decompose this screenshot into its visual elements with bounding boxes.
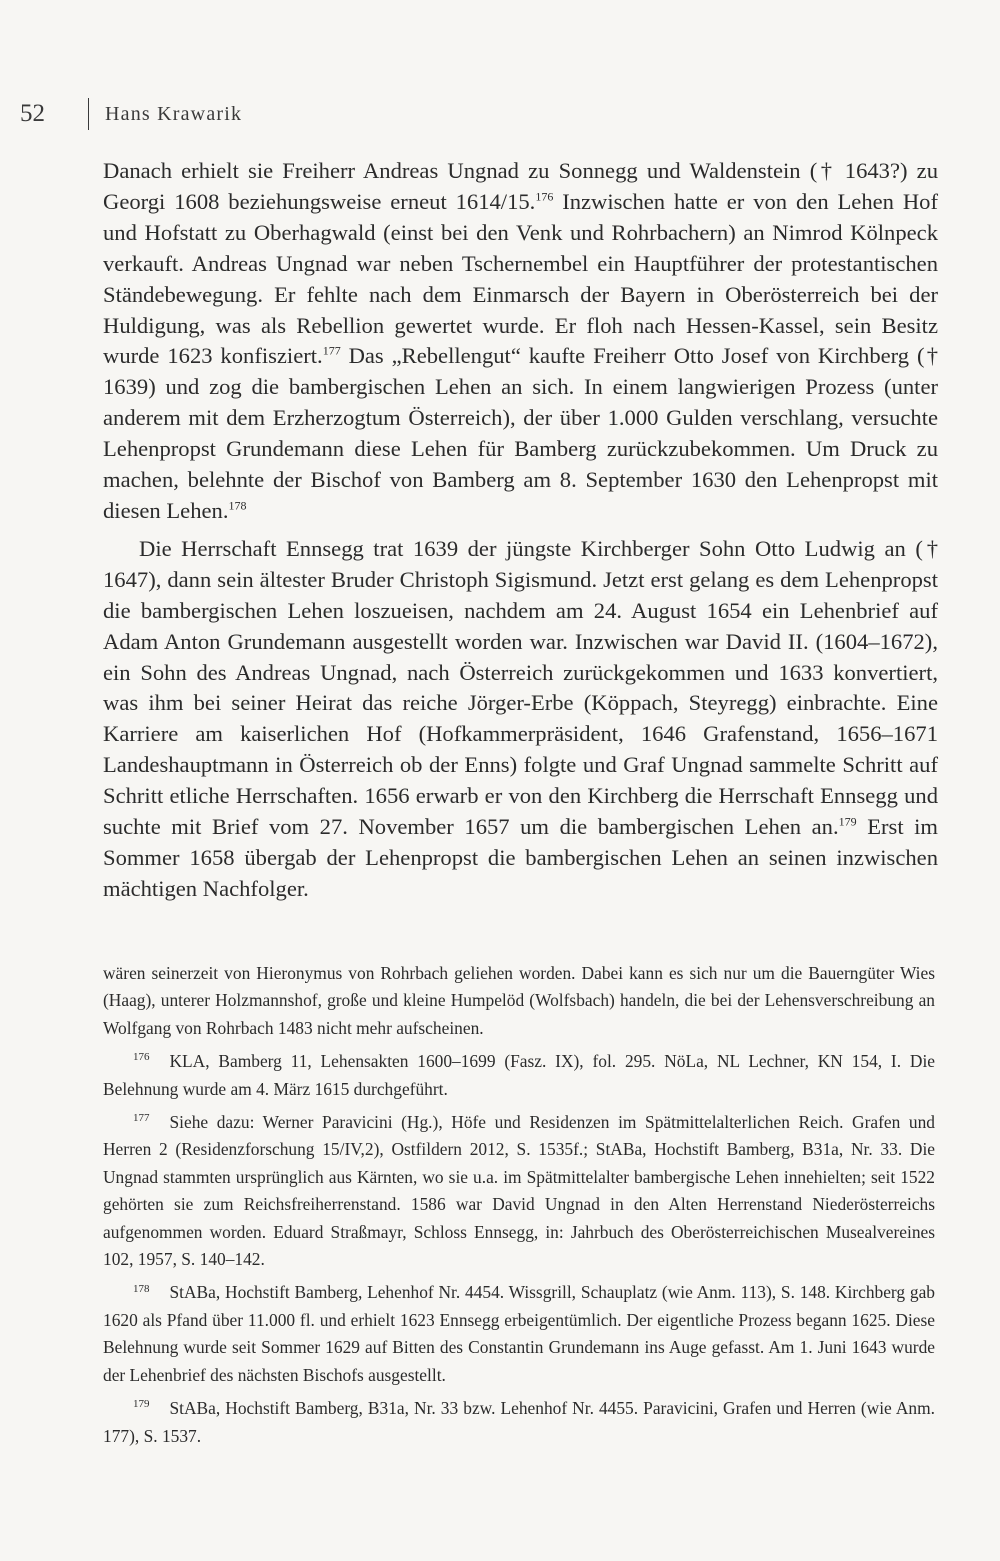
running-head-author: Hans Krawarik: [105, 102, 243, 125]
footnote-179: [103, 1395, 935, 1450]
footnote-text: StABa, Hochstift Bamberg, B31a, Nr. 33 bzw. Lehenhof Nr. 4455. Paravicini, Grafen und Herren (wie Anm. 177), S. 1537.: [103, 1398, 935, 1446]
footnote-text: StABa, Hochstift Bamberg, Lehenhof Nr. 4454. Wissgrill, Schauplatz (wie Anm. 113), S. 148. Kirchberg gab 1620 als Pfand über 11.000 fl. und erhielt 1623 Ennsegg erbeigentümlich. Der eigentliche Prozess begann 1625. Diese Belehnung wurde seit Sommer 1629 auf Bitten des Constantin Grundemann ins Auge gefasst. Am 1. Juni 1643 wurde der Lehenbrief des nächsten Bischofs ausgestellt.: [103, 1282, 935, 1385]
text-segment: Erst im Sommer 1658 übergab der Lehenpropst die bambergischen Lehen an seinen inzwischen mächtigen Nachfolger.: [103, 814, 939, 901]
footnote-number: 176: [133, 1051, 150, 1064]
paragraph-1: [103, 156, 938, 527]
footnote-177: [103, 1109, 935, 1273]
main-text: [103, 156, 938, 905]
footnote-ref-178: 178: [228, 498, 247, 513]
paragraph-2: [103, 534, 938, 905]
text-segment: Danach erhielt sie Freiherr Andreas Ungnad zu Sonnegg und Waldenstein († 1643?) zu Georgi 1608 beziehungsweise erneut 1614/15.: [103, 158, 938, 214]
footnotes: [103, 960, 935, 1450]
footnote-text: Siehe dazu: Werner Paravicini (Hg.), Höfe und Residenzen im Spätmittelalterlichen Reich. Grafen und Herren 2 (Residenzforschung 15/IV,2), Ostfildern 2012, S. 1535f.; StABa, Hochstift Bamberg, B31a, Nr. 33. Die Ungnad stammten ursprünglich aus Kärnten, wo sie u.a. im Spätmittelalter bambergische Lehen innehielten; seit 1522 gehörten sie zum Reichsfreiherrenstand. 1586 war David Ungnad in den Alten Herrenstand Niederösterreichs aufgenommen worden. Eduard Straßmayr, Schloss Ennsegg, in: Jahrbuch des Oberösterreichischen Musealvereines 102, 1957, S. 140–142.: [103, 1112, 935, 1270]
footnote-ref-179: 179: [838, 814, 857, 829]
text-segment: Die Herrschaft Ennsegg trat 1639 der jüngste Kirchberger Sohn Otto Ludwig an († 1647), dann sein ältester Bruder Christoph Sigismund. Jetzt erst gelang es dem Lehenpropst die bambergischen Lehen loszueisen, nachdem am 24. August 1654 ein Lehenbrief auf Adam Anton Grundemann ausgestellt worden war. Inzwischen war David II. (1604–1672), ein Sohn des Andreas Ungnad, nach Österreich zurückgekommen und 1633 konvertiert, was ihm bei seiner Heirat das reiche Jörger-Erbe (Köppach, Steyregg) einbrachte. Eine Karriere am kaiserlichen Hof (Hofkammerpräsident, 1646 Grafenstand, 1656–1671 Landeshauptmann in Österreich ob der Enns) folgte und Graf Ungnad sammelte Schritt auf Schritt etliche Herrschaften. 1656 erwarb er von den Kirchberg die Herrschaft Ennsegg und suchte mit Brief vom 27. November 1657 um die bambergischen Lehen an.: [103, 535, 938, 840]
footnote-178: [103, 1279, 935, 1389]
footnote-ref-176: 176: [535, 189, 554, 204]
text-segment: Inzwischen hatte er von den Lehen Hof und Hofstatt zu Oberhagwald (einst bei den Venk und Rohrbachern) an Nimrod Kölnpeck verkauft. Andreas Ungnad war neben Tschernembel ein Hauptführer der protestantischen Ständebewegung. Er fehlte nach dem Einmarsch der Bayern in Oberösterreich bei der Huldigung, was als Rebellion gewertet wurde. Er floh nach Hessen-Kassel, sein Besitz wurde 1623 konfisziert.: [103, 188, 938, 369]
footnote-ref-177: 177: [322, 343, 341, 358]
footnote-176: [103, 1048, 935, 1103]
footnote-number: 178: [133, 1282, 150, 1295]
header-divider: [88, 98, 89, 130]
footnote-continuation: wären seinerzeit von Hieronymus von Rohrbach geliehen worden. Dabei kann es sich nur um die Bauerngüter Wies (Haag), unterer Holzmannshof, große und kleine Humpelöd (Wolfsbach) handeln, die bei der Lehensverschreibung an Wolfgang von Rohrbach 1483 nicht mehr aufscheinen.: [103, 963, 935, 1038]
text-segment: Das „Rebellengut“ kaufte Freiherr Otto Josef von Kirchberg († 1639) und zog die bambergischen Lehen an sich. In einem langwierigen Prozess (unter anderem mit dem Erzherzogtum Österreich), der über 1.000 Gulden verschlang, versuchte Lehenpropst Grundemann diese Lehen für Bamberg zurückzubekommen. Um Druck zu machen, belehnte der Bischof von Bamberg am 8. September 1630 den Lehenpropst mit diesen Lehen.: [103, 343, 939, 523]
page-number: 52: [20, 100, 45, 127]
footnote-number: 179: [133, 1398, 150, 1411]
running-header: [20, 98, 242, 130]
footnote-number: 177: [133, 1112, 150, 1125]
footnote-text: KLA, Bamberg 11, Lehensakten 1600–1699 (Fasz. IX), fol. 295. NöLa, NL Lechner, KN 154, I. Die Belehnung wurde am 4. März 1615 durchgeführt.: [103, 1051, 935, 1099]
